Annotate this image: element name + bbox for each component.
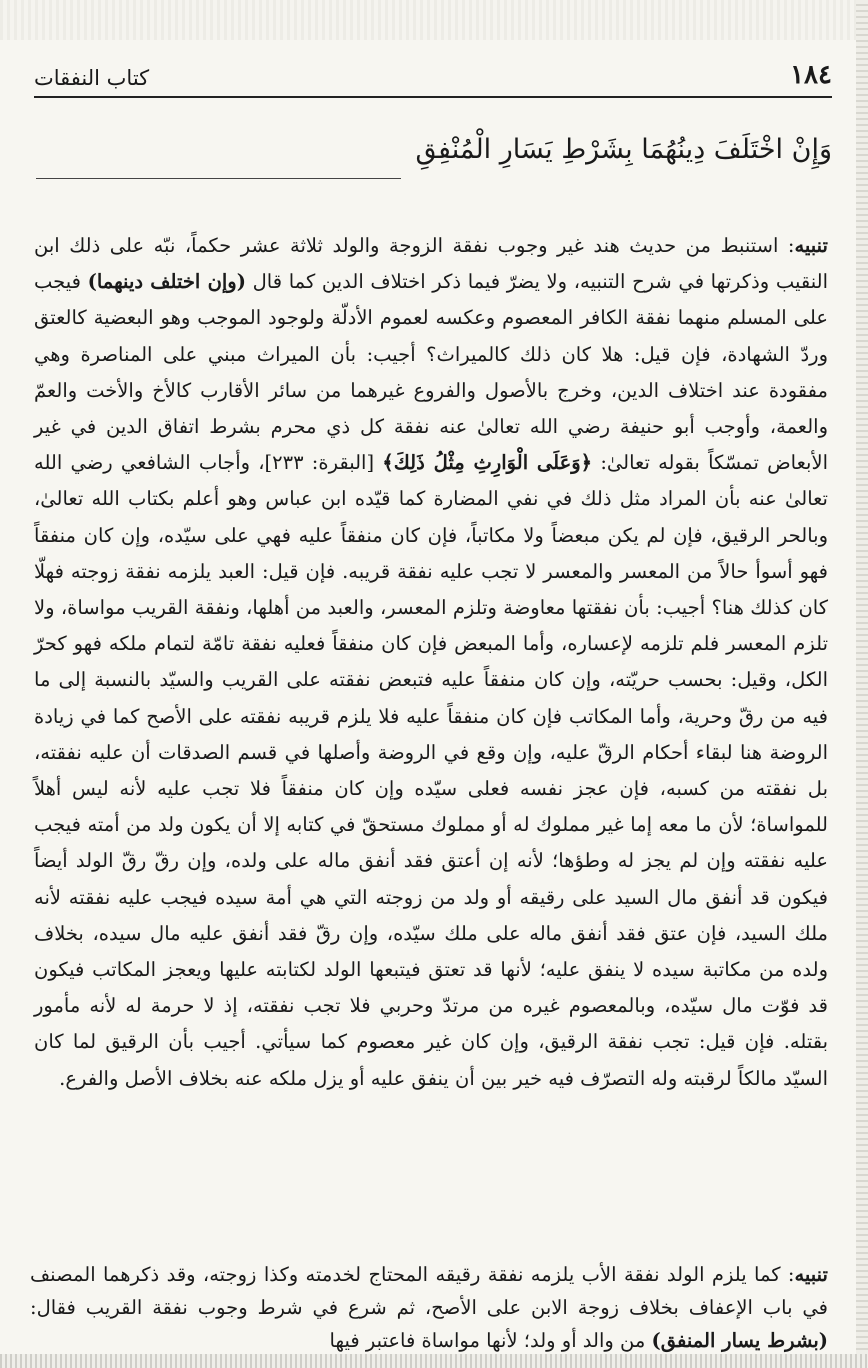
quran-reference: [البقرة: ٢٣٣] xyxy=(264,451,383,475)
note2-quote: (بشرط يسار المنفق) xyxy=(651,1329,828,1352)
note-label: تنبيه xyxy=(794,234,828,257)
second-note xyxy=(30,1258,828,1357)
matn-quote: (وإن اختلف دينهما) xyxy=(87,270,246,294)
commentary-text: فيجب على المسلم منهما نفقة الكافر المعصوم وعكسه لعموم الأدلّة ولوجود الموجب وهو البعضية كالعتق وردّ الشهادة، فإن قيل: هلا كان ذلك كالميراث؟ أجيب: بأن الميراث مبني على المناصرة وهي مفقودة عند اختلاف الدين، وخرج بالأصول والفروع غيرهما من سائر الأقارب كالأخ والأخت والعمّ والعمة، وأوجب أبو حنيفة رضي الله تعالىٰ عنه نفقة كل ذي محرم بشرط اتفاق الدين في غير الأبعاض تمسّكاً بقوله تعالىٰ: xyxy=(34,270,828,475)
matn-text: وَإِنْ اخْتَلَفَ دِينُهُمَا بِشَرْطِ يَسَارِ الْمُنْفِقِ xyxy=(415,134,832,165)
scan-top-edge xyxy=(0,0,868,40)
scan-right-edge xyxy=(856,0,868,1368)
commentary-text-continued: ، وأجاب الشافعي رضي الله تعالىٰ عنه بأن المراد مثل ذلك في نفي المضارة كما قيّده ابن عباس وهو أعلم بكتاب الله تعالىٰ، وبالحر الرقيق، فإن لم يكن مبعضاً ولا مكاتباً، فإن كان منفقاً عليه فهي على سيّده، وإن كان منفقاً فهو أسوأ حالاً من المعسر والمعسر لا تجب عليه نفقة قريبه. فإن قيل: العبد يلزمه نفقة زوجته فهلّا كان كذلك هنا؟ أجيب: بأن نفقتها معاوضة وتلزم المعسر، والعبد من أهلها، ونفقة القريب مواساة، ولا تلزم المعسر فلم تلزمه لإعساره، وأما المبعض فإن كان منفقاً فعليه نفقة تامّة لتمام ملكه فهو كحرّ الكل، وقيل: بحسب حريّته، وإن كان منفقاً عليه فتبعض نفقته على القريب والسيّد بالنسبة إلى ما فيه من رقّ وحرية، وأما المكاتب فإن كان منفقاً عليه فلا يلزم قريبه نفقته على الأصح كما في زيادة الروضة هنا لبقاء أحكام الرقّ عليه، وإن وقع في الروضة وأصلها في قسم الصدقات أن عليه نفقته، بل نفقته من كسبه، فإن عجز نفسه فعلى سيّده وإن كان منفقاً فلا تجب عليه لأنه ليس أهلاً للمواساة؛ لأن ما معه إما غير مملوك له أو مملوك مستحقّ في كتابه إلا أن يكون ولد من أمته فيجب عليه نفقته وإن لم يجز له وطؤها؛ لأنه إن أعتق فقد أنفق ماله على ولده، وإن رقّ رقّ الولد أيضاً فيكون قد أنفق مال السيد على رقيقه أو ولد من زوجته التي هي أمة سيده فيجب عليه نفقته لأنه ملك السيد، فإن عتق فقد أنفق ماله على ملك سيّده، وإن رقّ فقد أنفق عليه مال سيده، بخلاف ولده من مكاتبة سيده لا ينفق عليه؛ لأنها قد تعتق فيتبعها الولد لكتابته عليها ويعجز المكاتب فيكون قد فوّت مال سيّده، وبالمعصوم غيره من مرتدّ وحربي فلا تجب نفقته، إذ لا حرمة له لأنه مأمور بقتله. فإن قيل: تجب نفقة الرقيق، وإن كان غير معصوم كما سيأتي. أجيب بأن الرقيق لما كان السيّد مالكاً لرقبته وله التصرّف فيه خير بين أن ينفق عليه أو يزل ملكه عنه بخلاف الأصل والفرع. xyxy=(34,451,828,1090)
commentary-paragraph xyxy=(34,228,828,1097)
note2-text: : كما يلزم الولد نفقة الأب يلزمه نفقة رقيقه المحتاج لخدمته وكذا زوجته، وقد ذكرهما المصنف في باب الإعفاف بخلاف زوجة الابن على الأصح، ثم شرع في شرط وجوب نفقة القريب فقال: xyxy=(30,1263,828,1319)
note-text: : استنبط من حديث هند غير وجوب نفقة الزوجة والولد ثلاثة عشر حكماً، نبّه على ذلك ابن النقيب وذكرتها في شرح التنبيه، ولا يضرّ فيما ذكر اختلاف الدين كما قال xyxy=(34,234,828,294)
page-number: ١٨٤ xyxy=(790,60,832,90)
note2-tail: من والد أو ولد؛ لأنها مواساة فاعتبر فيها xyxy=(329,1329,652,1352)
running-title: كتاب النفقات xyxy=(34,66,150,90)
note2-label: تنبيه xyxy=(794,1263,828,1286)
commentary-body xyxy=(34,228,828,1097)
page-header xyxy=(34,60,832,98)
quran-verse: ﴿وَعَلَى الْوَارِثِ مِثْلُ ذَلِكَ﴾ xyxy=(382,451,593,475)
matn-divider xyxy=(36,178,401,179)
